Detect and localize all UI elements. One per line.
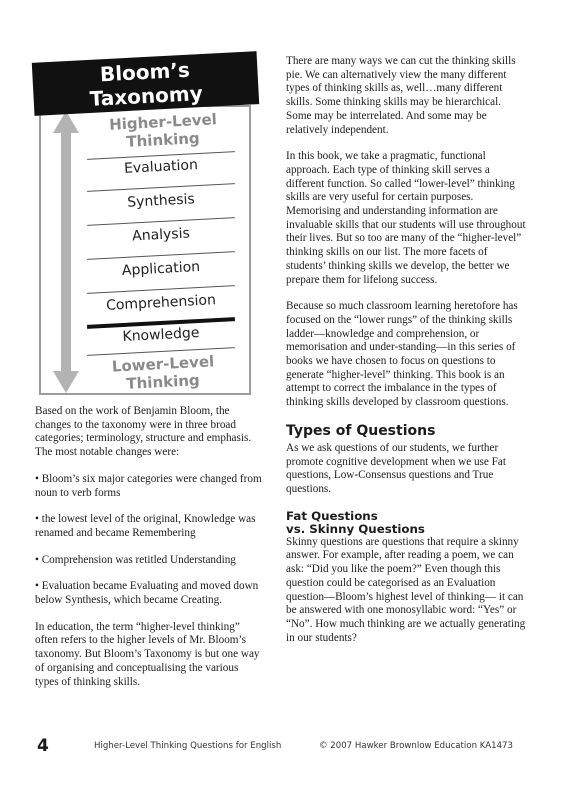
intro-paragraph: Based on the work of Benjamin Bloom, the changes to the taxonomy were in three broad categories; terminology, structure and emphasis. The most notable changes were: <box>35 405 252 459</box>
left-column <box>35 405 263 702</box>
paragraph: As we ask questions of our students, we further promote cognitive development when we use Fat questions, Low-Consensus questions and True questions. <box>286 441 506 495</box>
page-footer <box>0 738 565 758</box>
footer-copyright: © 2007 Hawker Brownlow Education KA1473 <box>318 741 513 751</box>
higher-level-label-line1: Higher-Level <box>108 110 218 134</box>
paragraph: In this book, we take a pragmatic, functional approach. Each type of thinking skill serves a different function. So called “lower-level” thinking skills are very useful for certain purposes. Memorising and understanding information are invaluable skills that our students will use throughout their lives. But so too are many of the “higher-level” thinking skills on our list. The more facets of students’ thinking skills we develop, the better we prepare them for lifelong success. <box>286 150 526 286</box>
bullet-item: • the lowest level of the original, Knowledge was renamed and became Remembering <box>35 513 256 539</box>
lower-level-label <box>83 352 243 393</box>
closing-paragraph: In education, the term “higher-level thinking” often refers to the higher levels of Mr. Bloom’s taxonomy. But Bloom’s Taxonomy is but one way of organising and conceptualising the various types of thinking skills. <box>35 620 260 688</box>
double-arrow-icon <box>53 111 79 393</box>
level-application: Application <box>121 258 201 280</box>
paragraph: Skinny questions are questions that require a skinny answer. For example, after reading a poem, we can ask: “Did you like the poem?” Even though this question could be categorised as an Evaluation question—Bloom’s highest level of thinking— it can be answered with one monosyllabic word: “Yes” or “No”. How much thinking are we actually generating in our students? <box>286 535 526 644</box>
subheading-fat-questions: Fat Questions <box>286 508 378 523</box>
bullet-item: • Evaluation became Evaluating and moved down below Synthesis, which became Creating. <box>35 580 259 607</box>
footer-book-title: Higher-Level Thinking Questions for English <box>94 741 282 751</box>
right-column <box>286 55 526 658</box>
level-evaluation: Evaluation <box>123 157 199 177</box>
bullet-item: • Comprehension was retitled Understanding <box>35 553 236 566</box>
higher-level-label <box>83 110 243 151</box>
bullet-item: • Bloom’s six major categories were changed from noun to verb forms <box>35 472 262 499</box>
lower-level-label-line2: Thinking <box>125 371 201 393</box>
level-synthesis: Synthesis <box>126 191 196 211</box>
level-knowledge: Knowledge <box>122 324 200 346</box>
higher-level-label-line2: Thinking <box>125 129 201 151</box>
subheading-skinny-questions: vs. Skinny Questions <box>286 521 425 536</box>
level-comprehension: Comprehension <box>105 292 217 314</box>
section-heading-types-of-questions: Types of Questions <box>286 422 436 439</box>
paragraph: There are many ways we can cut the thinking skills pie. We can alternatively view the many different types of thinking skills as, well…many different skills. Some thinking skills may be hierarchical. Some may be interrelated. And some may be relatively independent. <box>286 55 516 136</box>
page-number: 4 <box>37 736 49 756</box>
level-analysis: Analysis <box>131 225 191 245</box>
taxonomy-title-line2: Taxonomy <box>89 81 204 111</box>
taxonomy-diagram <box>33 57 258 397</box>
taxonomy-box <box>39 105 251 395</box>
lower-level-label-line1: Lower-Level <box>111 352 215 376</box>
taxonomy-title-line1: Bloom’s <box>99 57 191 87</box>
paragraph: Because so much classroom learning heretofore has focused on the “lower rungs” of the thinking skills ladder—knowledge and comprehension, or memorisation and under-standing—in this series of books we have chosen to focus on questions to generate “higher-level” thinking. This book is an attempt to correct the imbalance in the types of thinking skills developed by classroom questions. <box>286 300 518 409</box>
